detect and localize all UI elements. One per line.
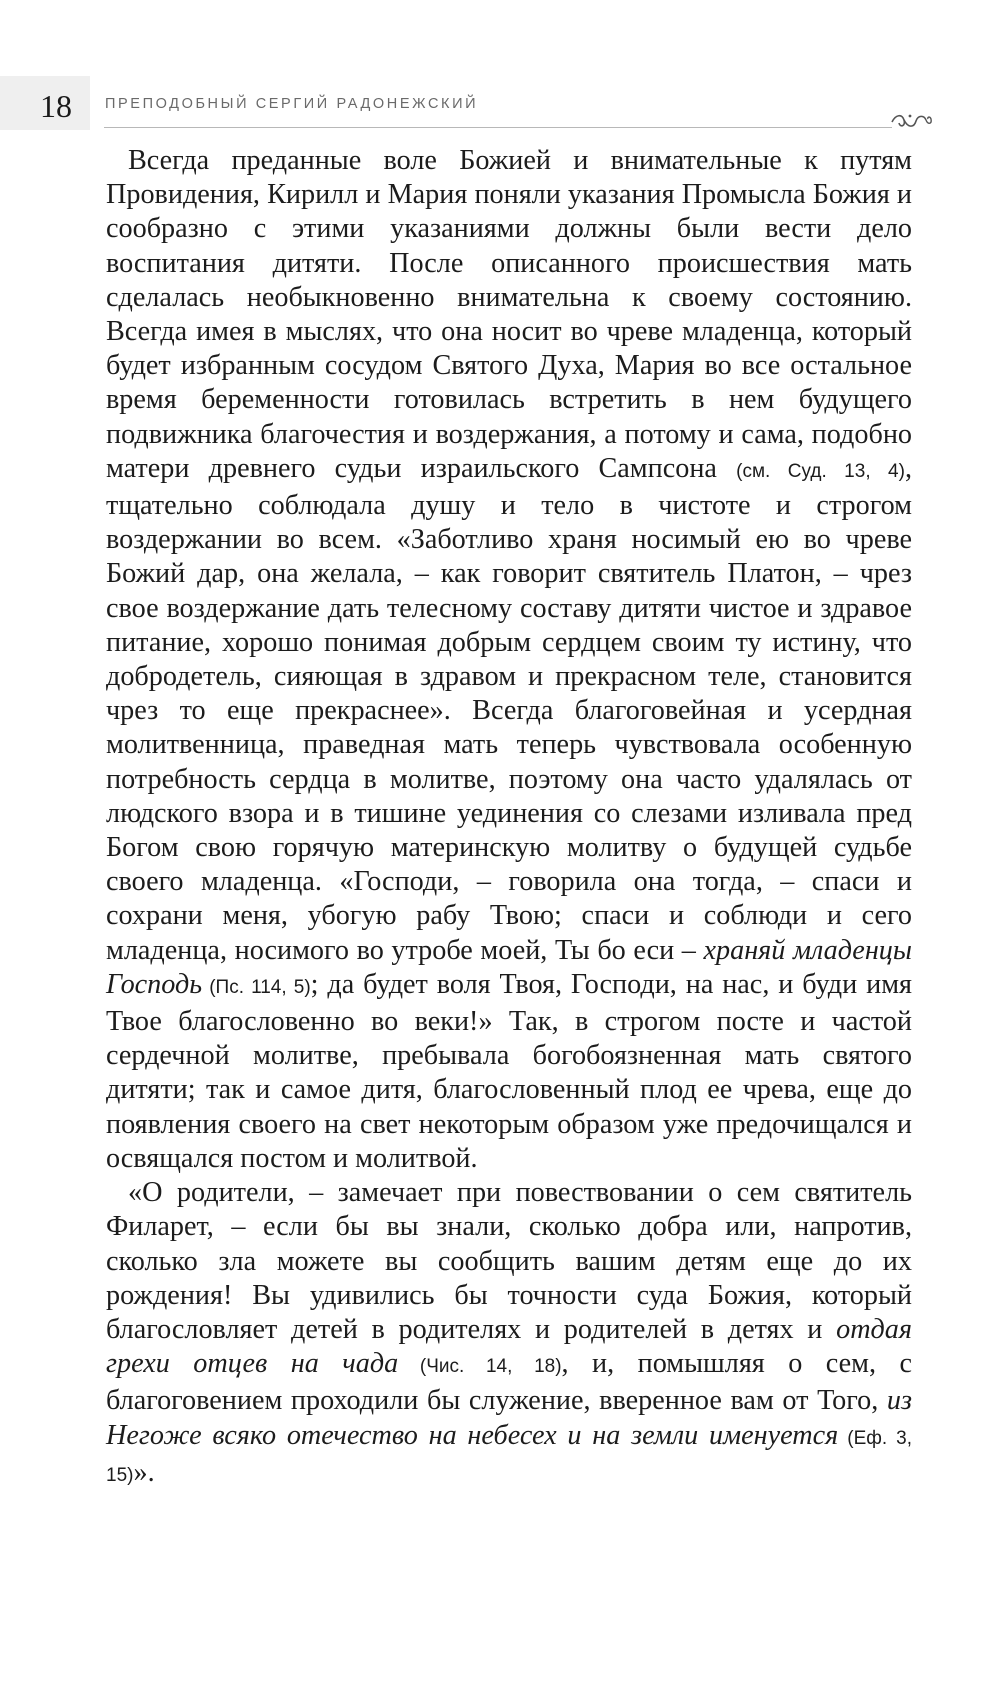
- italic-quote: из Негоже всяко отечество на небесех и на земли именуется: [106, 1385, 912, 1451]
- paragraph-1: [106, 144, 912, 1176]
- page-number-box: [0, 76, 90, 130]
- text-run: , и, помышляя о сем, с благоговением проходили бы служение, вверенное вам от Того,: [106, 1348, 912, 1417]
- text-run: Всегда преданные воле Божией и внимательные к путям Провидения, Кирилл и Мария поняли указания Промысла Божия и сообразно с этими указаниями должны были вести дело воспитания дитяти. После описанного происшествия мать сделалась необыкновенно внимательна к своему состоянию. Всегда имея в мыслях, что она носит во чреве младенца, который будет избранным сосудом Святого Духа, Мария во все остальное время беременности готовилась встретить в нем будущего подвижника благочестия и воздержания, а потому и сама, подобно матери древнего судьи израильского Сампсона: [106, 145, 912, 484]
- main-text: [106, 144, 912, 1493]
- text-run: , тщательно соблюдала душу и тело в чистоте и строгом воздержании во всем. «Заботливо храня носимый ею во чреве Божий дар, она желала, – как говорит святитель Платон, – чрез свое воздержание дать телесному составу дитяти чистое и здравое питание, хорошо понимая добрым сердцем своим ту истину, что добродетель, сияющая в здравом и прекрасном теле, становится чрез то еще прекраснее». Всегда благоговейная и усердная молитвенница, праведная мать теперь чувствовала особенную потребность сердца в молитве, поэтому она часто удалялась от людского взора и в тишине уединения со слезами изливала пред Богом свою горячую материнскую молитву о будущей судьбе своего младенца. «Господи, – говорила она тогда, – спаси и сохрани меня, убогую рабу Твою; спаси и соблюди и сего младенца, носимого во утробе моей, Ты бо еси –: [106, 452, 912, 966]
- italic-quote: храняй младенцы Господь: [106, 934, 912, 1000]
- scripture-reference: (см. Суд. 13, 4): [736, 460, 905, 482]
- scripture-reference: (Пс. 114, 5): [202, 976, 311, 998]
- header-rule: [104, 127, 892, 128]
- text-run: ».: [133, 1456, 155, 1488]
- page-number: 18: [40, 88, 72, 124]
- running-title: ПРЕПОДОБНЫЙ СЕРГИЙ РАДОНЕЖСКИЙ: [105, 96, 479, 112]
- italic-quote: отдая грехи отцев на чада: [106, 1313, 912, 1380]
- text-run: «О родители, – замечает при повествовании о сем святитель Филарет, – если бы вы знали, сколько добра или, напротив, сколько зла можете вы сообщить вашим детям еще до их рождения! Вы удивились бы точности суда Божия, который благословляет детей в родителях и родителей в детях и: [106, 1177, 912, 1345]
- scripture-reference: (Чис. 14, 18): [398, 1356, 562, 1378]
- scripture-reference: (Еф. 3, 15): [106, 1427, 912, 1486]
- page-header: [0, 70, 1000, 130]
- text-run: ; да будет воля Твоя, Господи, на нас, и буди имя Твое благословенно во веки!» Так, в строгом посте и частой сердечной молитве, пребывала богобоязненная мать святого дитяти; так и самое дитя, благословенный плод ее чрева, еще до появления своего на свет некоторым образом уже предочищался и освящался постом и молитвой.: [106, 968, 912, 1174]
- floral-ornament-icon: [890, 110, 934, 134]
- paragraph-2: [106, 1176, 912, 1493]
